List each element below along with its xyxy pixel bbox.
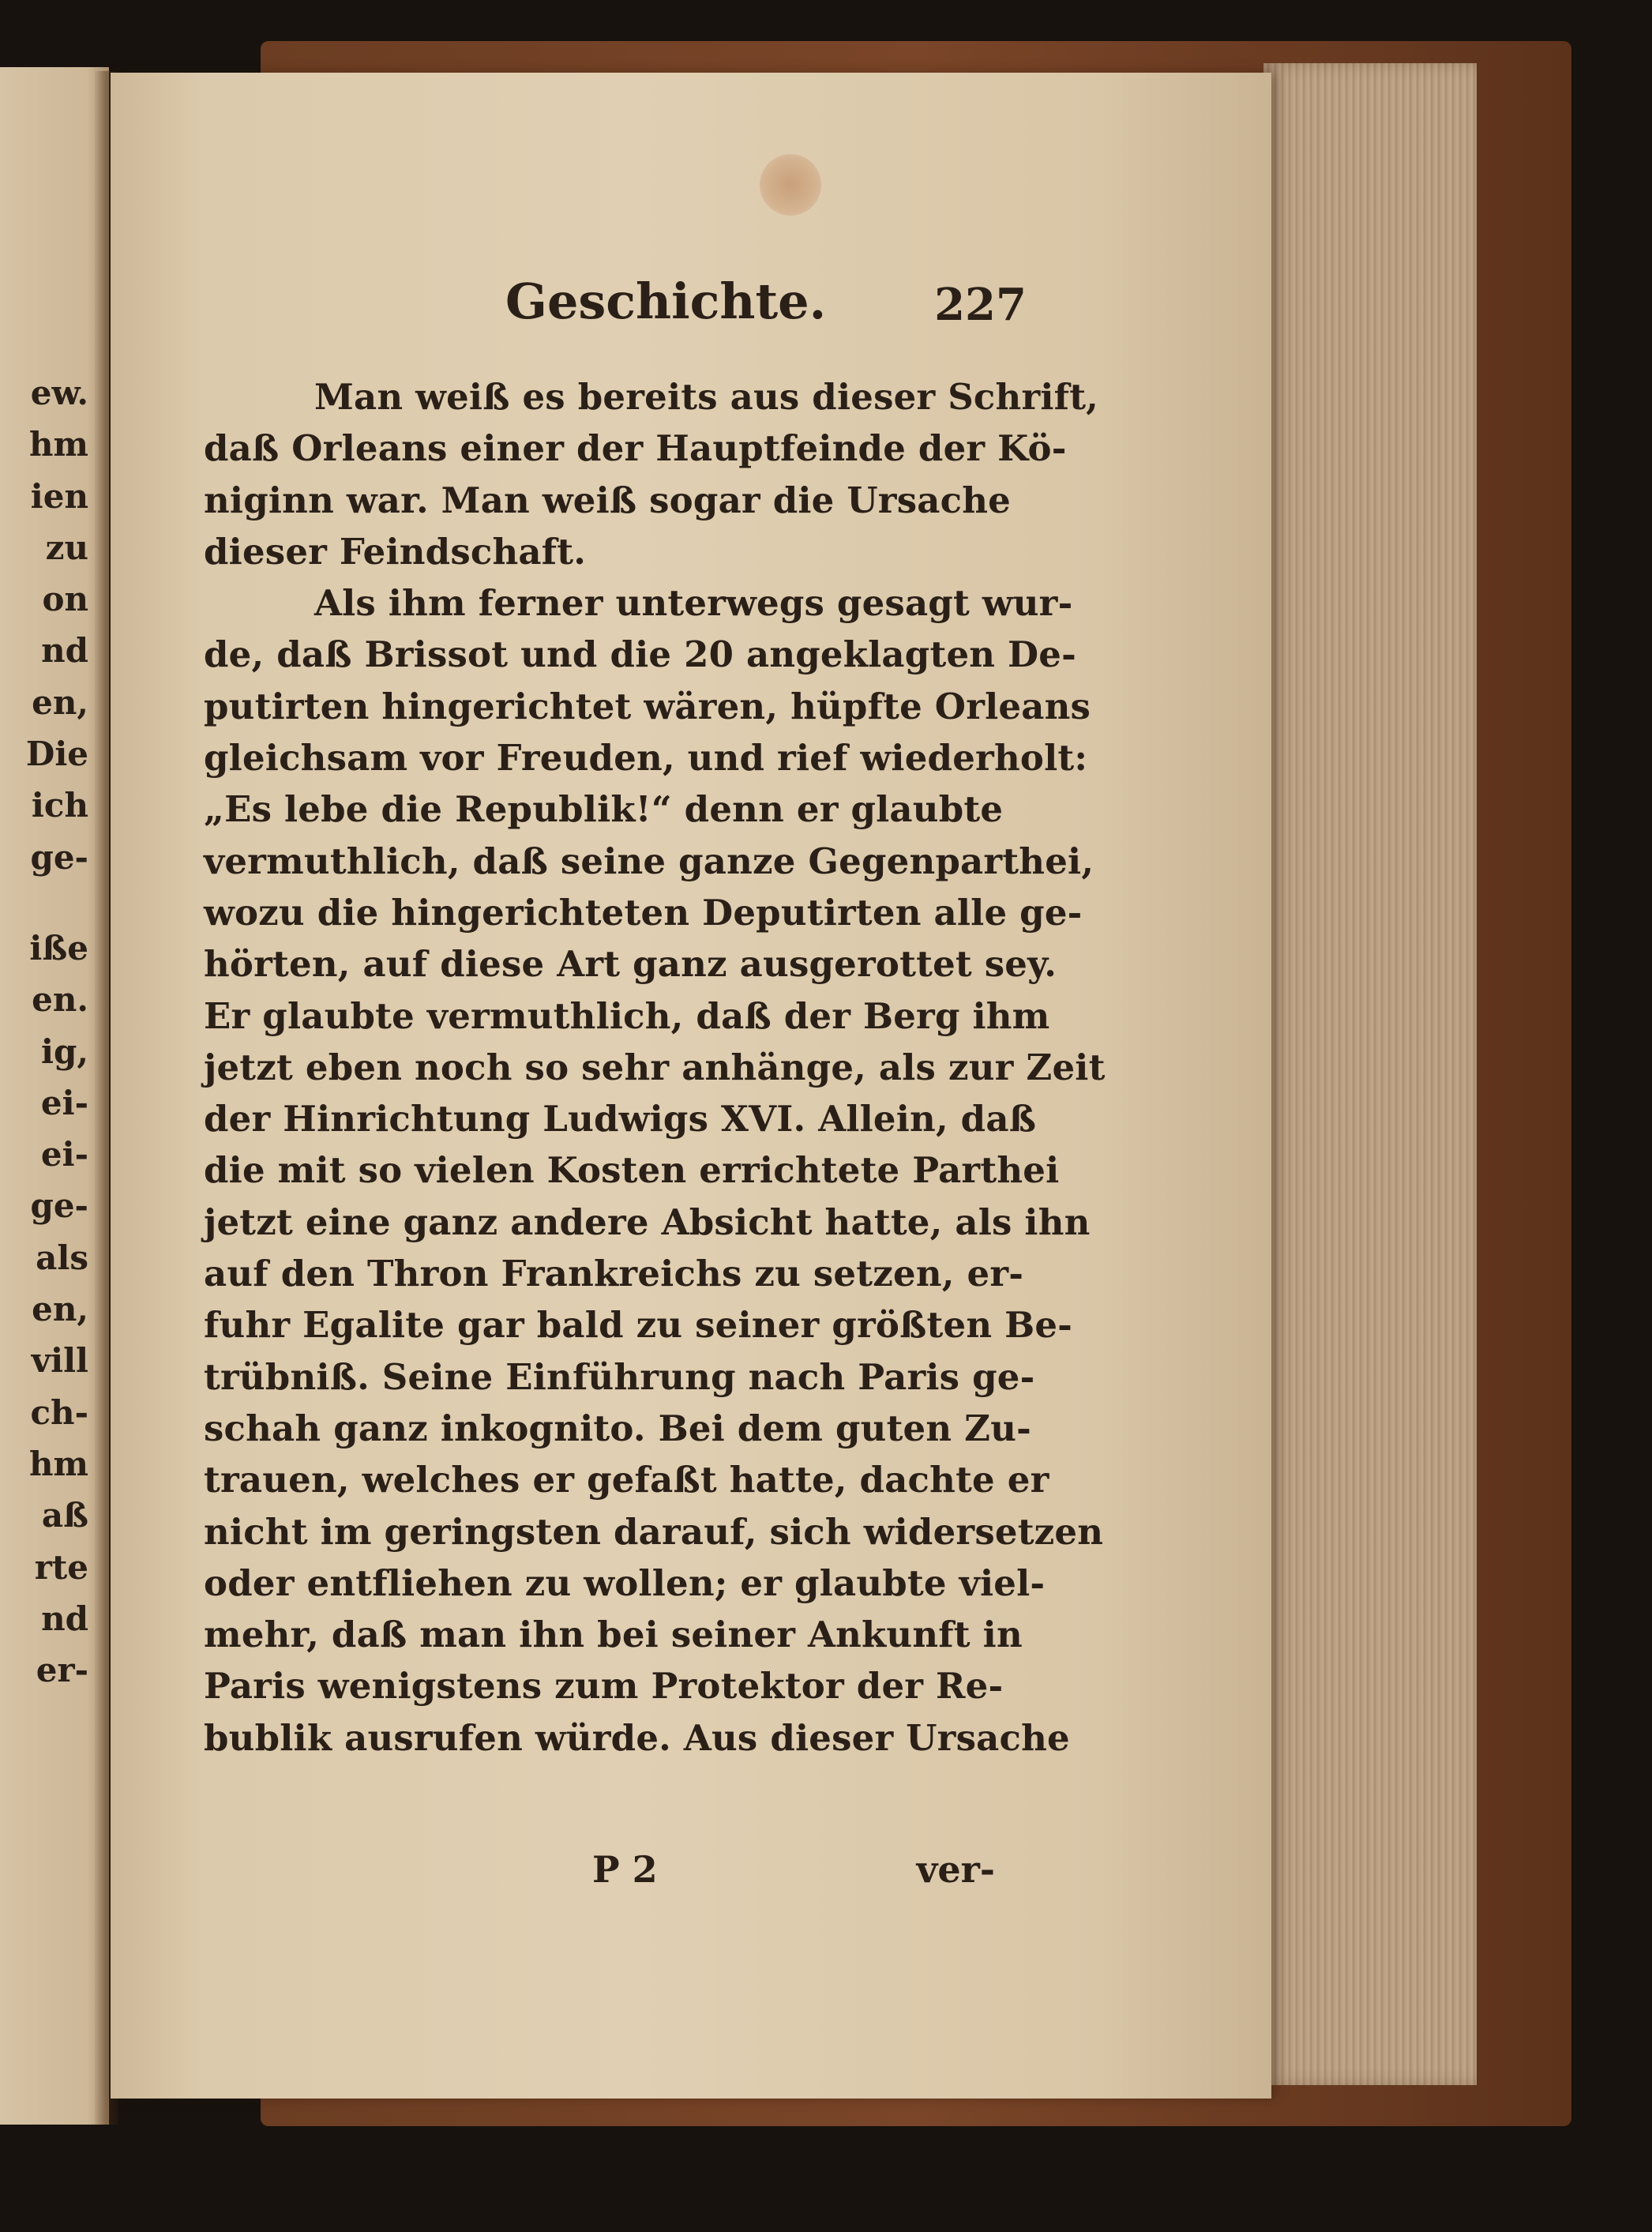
text-line: de, daß Brissot und die 20 angeklagten De- [204,633,1076,676]
left-fragment: en. [32,980,88,1020]
left-fragment: aß [41,1496,88,1535]
text-line: jetzt eine ganz andere Absicht hatte, als ihn [204,1201,1091,1243]
left-fragment: iße [29,928,88,968]
left-fragment: on [42,580,88,619]
left-fragment: ig, [41,1031,88,1071]
text-line: schah ganz inkognito. Bei dem guten Zu- [204,1407,1032,1449]
left-fragment: er- [36,1651,88,1690]
body-text [204,371,1106,1764]
text-line: putirten hingerichtet wären, hüpfte Orleans [204,685,1091,727]
text-line: trübniß. Seine Einführung nach Paris ge- [204,1355,1035,1398]
left-fragment: vill [31,1341,88,1381]
left-fragment: ge- [30,1186,88,1226]
left-fragment: ei- [40,1083,88,1122]
left-fragment: hm [29,1444,88,1483]
text-line: trauen, welches er gefaßt hatte, dachte er [204,1459,1049,1501]
left-fragment: en, [32,1290,88,1329]
text-line: gleichsam vor Freuden, und rief wiederholt: [204,737,1088,780]
text-line: mehr, daß man ihn bei seiner Ankunft in [204,1614,1023,1656]
running-head: Geschichte. [505,272,827,330]
left-fragment: ch- [30,1392,88,1432]
left-fragment: rte [34,1547,88,1587]
text-line: nicht im geringsten darauf, sich widersetzen [204,1510,1104,1553]
text-line: niginn war. Man weiß sogar die Ursache [204,479,1011,521]
text-line: vermuthlich, daß seine ganze Gegenparthei, [204,840,1094,882]
page-footer [584,1848,1011,1903]
text-line: Er glaubte vermuthlich, daß der Berg ihm [204,994,1050,1037]
text-line: dieser Feindschaft. [204,530,587,573]
page-number: 227 [934,279,1027,331]
page-fore-edge [1263,63,1477,2085]
text-line: daß Orleans einer der Hauptfeinde der Kö- [204,427,1067,470]
left-fragment: ich [31,786,88,825]
left-fragment: ew. [30,374,88,412]
left-fragment: en, [32,682,88,722]
left-fragment: Die [25,735,88,774]
left-fragment: als [36,1238,88,1277]
signature-mark: P 2 [592,1848,658,1891]
left-fragment: nd [41,1599,88,1638]
text-line: Man weiß es bereits aus dieser Schrift, [314,376,1099,418]
text-line: hörten, auf diese Art ganz ausgerottet sey. [204,943,1057,986]
text-line: Als ihm ferner unterwegs gesagt wur- [314,582,1073,625]
left-fragment: ien [30,476,88,516]
left-fragment: zu [45,528,88,567]
left-fragment: ei- [40,1135,88,1174]
text-line: die mit so vielen Kosten errichtete Parthei [204,1149,1060,1192]
text-line: der Hinrichtung Ludwigs XVI. Allein, daß [204,1098,1037,1140]
text-line: oder entfliehen zu wollen; er glaubte viel- [204,1561,1046,1604]
text-line: fuhr Egalite gar bald zu seiner größten Be- [204,1304,1073,1347]
text-line: „Es lebe die Republik!“ denn er glaubte [204,788,1004,831]
paper-stain [760,154,821,216]
text-line: bublik ausrufen würde. Aus dieser Ursache [204,1716,1070,1759]
text-line: wozu die hingerichteten Deputirten alle ge- [204,891,1083,934]
text-line: jetzt eben noch so sehr anhänge, als zur Zeit [204,1046,1106,1088]
left-page-text-fragments [0,367,95,1696]
left-fragment: ge- [30,837,88,877]
left-fragment: hm [29,425,88,464]
left-fragment: nd [41,631,88,671]
fragment-gap [0,883,95,922]
text-line: auf den Thron Frankreichs zu setzen, er- [204,1253,1024,1295]
catchword: ver- [916,1848,995,1891]
page-header [505,272,1042,344]
text-line: Paris wenigstens zum Protektor der Re- [204,1665,1004,1708]
